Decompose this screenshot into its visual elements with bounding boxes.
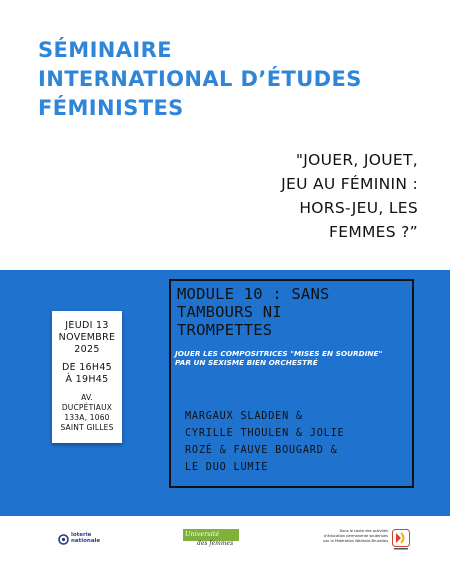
address-line: DUCPÉTIAUX — [61, 403, 113, 412]
speakers-line: CYRILLE THOULEN & JOLIE — [185, 428, 345, 439]
address-line: SAINT GILLES — [60, 423, 114, 432]
loterie-name-line: nationale — [71, 538, 101, 544]
title-line: FÉMINISTES — [38, 96, 184, 120]
date-line: NOVEMBRE — [58, 332, 116, 343]
quote-line: "JOUER, JOUET, — [295, 151, 418, 169]
date-card — [52, 311, 122, 443]
speakers-list — [185, 408, 411, 476]
module-subtitle-line: PAR UN SEXISME BIEN ORCHESTRÉ — [175, 358, 318, 367]
module-title-line: MODULE 10 : SANS — [177, 285, 330, 303]
module-subtitle-line: JOUER LES COMPOSITRICES "MISES EN SOURDINE" — [175, 349, 383, 358]
time-line: À 19H45 — [65, 374, 109, 385]
module-title-line: TAMBOURS NI — [177, 303, 282, 321]
seminar-theme-quote — [196, 148, 418, 244]
loterie-nationale-logo — [58, 531, 138, 549]
loterie-logo-icon — [58, 534, 69, 545]
title-line: INTERNATIONAL D’ÉTUDES — [38, 67, 362, 91]
date-line: 2025 — [74, 344, 100, 355]
loterie-name — [71, 532, 100, 544]
quote-line: JEU AU FÉMININ : — [281, 175, 418, 193]
quote-line: HORS-JEU, LES — [299, 199, 418, 217]
speakers-line: MARGAUX SLADDEN & — [185, 411, 303, 422]
universite-des-femmes-logo — [183, 529, 239, 549]
module-title-line: TROMPETTES — [177, 321, 273, 339]
uf-logo-bottom-text: des femmes — [197, 540, 234, 547]
seminar-title — [38, 36, 418, 123]
footer — [0, 516, 450, 563]
address-line: AV. — [81, 393, 93, 402]
fwb-support-text — [294, 529, 388, 544]
module-box — [169, 279, 414, 488]
fwb-text-line: d’éducation permanente soutenues — [323, 534, 388, 538]
date-line: JEUDI 13 — [65, 320, 109, 331]
address-line: 133A, 1060 — [64, 413, 110, 422]
module-title — [177, 285, 417, 339]
title-line: SÉMINAIRE — [38, 38, 172, 62]
fwb-text-line: Dans le cadre des activités — [339, 529, 388, 533]
fwb-logo-icon — [392, 529, 410, 551]
module-subtitle — [175, 349, 413, 367]
speakers-line: LE DUO LUMIE — [185, 462, 269, 473]
time-line: DE 16H45 — [61, 362, 113, 373]
fwb-text-line: par la Fédération Wallonie-Bruxelles — [323, 539, 388, 543]
uf-logo-top-text: Université — [185, 530, 220, 538]
quote-line: FEMMES ?” — [329, 223, 418, 241]
loterie-name-line: loterie — [71, 532, 92, 538]
speakers-line: ROZÉ & FAUVE BOUGARD & — [185, 445, 338, 456]
